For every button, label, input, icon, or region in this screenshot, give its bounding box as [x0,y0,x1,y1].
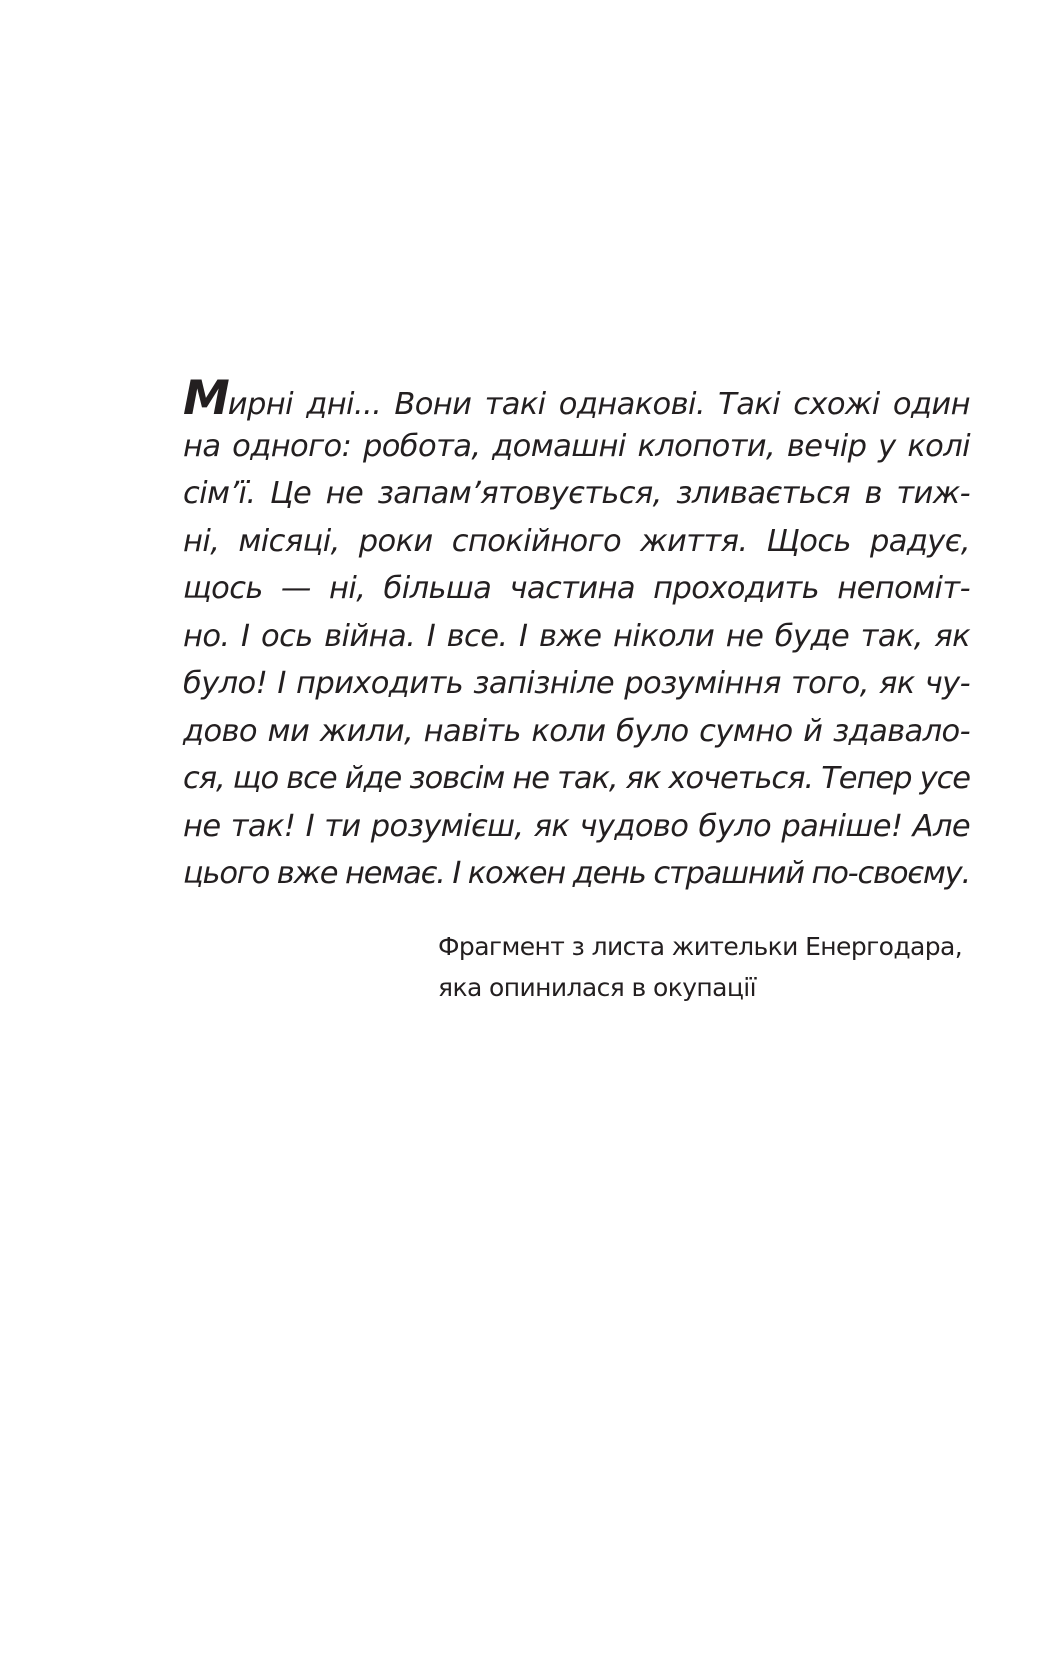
quote-line-4: ні, місяці, роки спокійного життя. Щось радує, [183,523,970,559]
attribution-line-2: яка опинилася в окупації [438,973,756,1002]
quote-line-5: щось — ні, більша частина проходить непоміт- [183,571,970,606]
quote-line-6: но. І ось війна. І все. І вже ніколи не буде так, як [183,618,970,654]
quote-line-10: не так! І ти розумієш, як чудово було раніше! Але [183,808,970,844]
quote-line-1-text: ирні дні... Вони такі однакові. Такі схожі один [227,387,970,422]
quote-line-3: сім’ї. Це не запам’ятовується, зливається в тиж- [183,476,970,511]
attribution-line-1: Фрагмент з листа жительки Енергодара, [438,932,963,961]
quote-line-8: дово ми жили, навіть коли було сумно й здавало- [183,713,970,749]
quote-line-1 [183,371,970,426]
epigraph-attribution [438,926,978,1008]
quote-line-7: було! І приходить запізніле розуміння того, як чу- [183,666,970,701]
quote-line-11: цього вже немає. І кожен день страшний по-своєму. [183,856,970,891]
quote-line-9: ся, що все йде зовсім не так, як хочеться. Тепер усе [183,761,970,796]
quote-line-2: на одного: робота, домашні клопоти, вечір у колі [183,428,970,464]
epigraph-quote [183,371,970,898]
drop-cap: М [183,371,228,426]
